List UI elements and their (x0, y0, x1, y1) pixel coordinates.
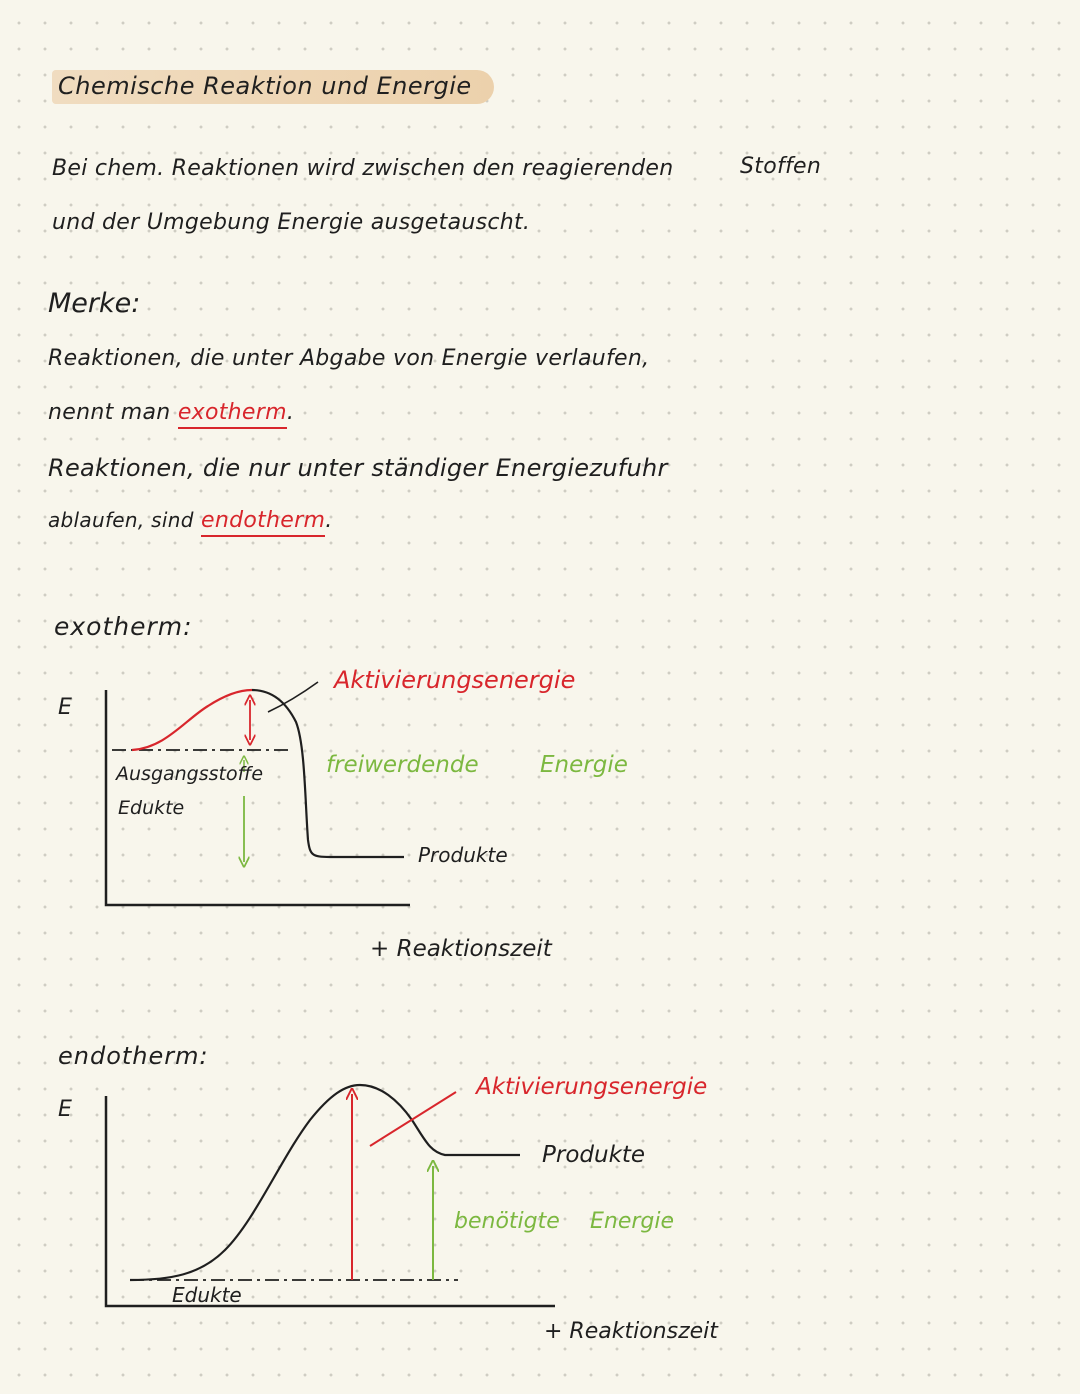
intro-line-2: und der Umgebung Energie ausgetauscht. (52, 210, 531, 235)
endotherm-term: endotherm (201, 508, 325, 537)
exo-axis-y-label: E (58, 695, 72, 720)
exo-products-label: Produkte (418, 843, 508, 867)
endo-activation-pointer (370, 1092, 456, 1146)
exo-released-label-1: freiwerdende (326, 752, 479, 778)
intro-line-1: Bei chem. Reaktionen wird zwischen den reagierenden (52, 156, 674, 181)
endotherm-heading: endotherm: (58, 1042, 209, 1070)
exo-curve-rise (132, 690, 252, 750)
exo-activation-label: Aktivierungsenergie (334, 666, 576, 694)
exotherm-diagram (58, 666, 628, 962)
intro-line-1-end: Stoffen (740, 154, 822, 179)
merke-line-2-end: . (286, 400, 295, 425)
merke-line-2-prefix: nennt man (48, 400, 171, 425)
merke-line-3: Reaktionen, die nur unter ständiger Energiezufuhr (48, 454, 668, 482)
exotherm-term: exotherm (178, 400, 287, 429)
merke-line-1: Reaktionen, die unter Abgabe von Energie verlaufen, (48, 346, 650, 371)
endo-axis-y-label: E (58, 1097, 72, 1122)
endo-curve (130, 1085, 520, 1280)
endo-axis-x-label: + Reaktionszeit (544, 1319, 718, 1344)
merke-heading: Merke: (48, 288, 141, 319)
endotherm-diagram (58, 1074, 719, 1344)
endo-educts-label: Edukte (172, 1283, 242, 1307)
exo-released-label-2: Energie (540, 752, 628, 778)
merke-line-4-prefix: ablaufen, sind (48, 508, 194, 532)
endo-required-label-2: Energie (590, 1209, 675, 1234)
endo-products-label: Produkte (542, 1142, 646, 1168)
exotherm-heading: exotherm: (54, 612, 193, 641)
endo-activation-label: Aktivierungsenergie (476, 1074, 708, 1100)
exo-educts-label-2: Edukte (118, 797, 185, 819)
endo-axes (106, 1096, 555, 1306)
page-title: Chemische Reaktion und Energie (52, 70, 494, 104)
exo-axis-x-label: + Reaktionszeit (370, 936, 552, 962)
merke-line-4-end: . (325, 508, 333, 533)
exo-educts-label-1: Ausgangsstoffe (116, 763, 264, 785)
endo-required-label-1: benötigte (454, 1209, 560, 1234)
